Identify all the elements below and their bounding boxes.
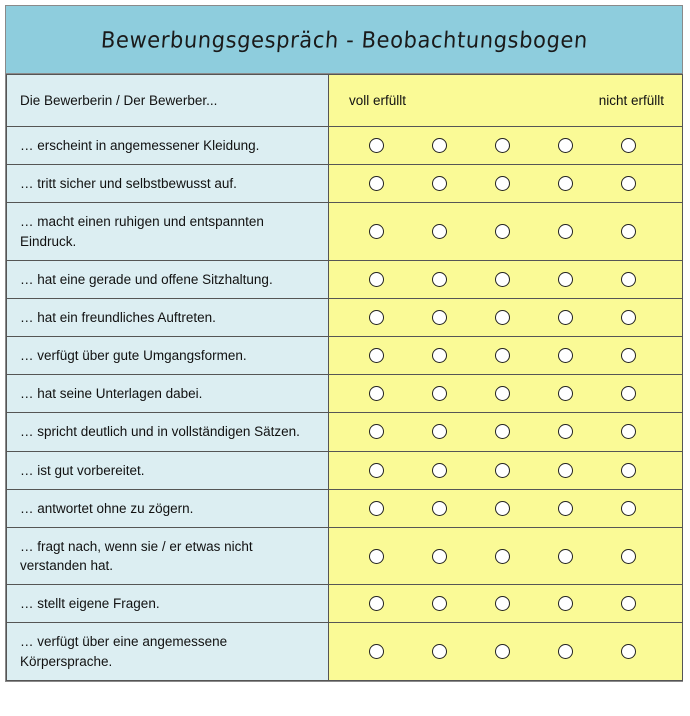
rating-radio-circle[interactable] [432,176,447,191]
rating-radio-circle[interactable] [432,224,447,239]
rating-scale [329,538,682,574]
rating-radio-circle[interactable] [432,424,447,439]
criterion-cell: … hat seine Unterlagen dabei. [7,375,329,413]
rating-scale [329,214,682,250]
rating-cell [329,298,683,336]
rating-scale [329,128,682,164]
rating-radio-circle[interactable] [369,463,384,478]
rating-radio-circle[interactable] [558,310,573,325]
rating-cell [329,127,683,165]
rating-radio-circle[interactable] [369,501,384,516]
rating-cell [329,165,683,203]
rating-cell [329,623,683,680]
scale-label-left: voll erfüllt [349,93,407,109]
rating-radio-circle[interactable] [432,310,447,325]
criterion-cell: … antwortet ohne zu zögern. [7,489,329,527]
rating-radio-circle[interactable] [495,549,510,564]
rating-radio-circle[interactable] [369,348,384,363]
criterion-cell: … tritt sicher und selbstbewusst auf. [7,165,329,203]
criterion-cell: … ist gut vorbereitet. [7,451,329,489]
rating-radio-circle[interactable] [558,501,573,516]
rating-radio-circle[interactable] [495,501,510,516]
rating-radio-circle[interactable] [369,424,384,439]
rating-radio-circle[interactable] [495,386,510,401]
table-row [7,451,683,489]
rating-cell [329,527,683,584]
table-row [7,165,683,203]
rating-radio-circle[interactable] [621,424,636,439]
rating-radio-circle[interactable] [495,310,510,325]
rating-scale [329,490,682,526]
rating-radio-circle[interactable] [621,310,636,325]
criterion-cell: … hat ein freundliches Auftreten. [7,298,329,336]
criterion-cell: … macht einen ruhigen und entspannten Eindruck. [7,203,329,260]
rating-radio-circle[interactable] [369,224,384,239]
table-row [7,337,683,375]
rating-radio-circle[interactable] [432,463,447,478]
table-row [7,623,683,680]
table-body [7,75,683,681]
rating-scale [329,452,682,488]
rating-radio-circle[interactable] [558,348,573,363]
rating-radio-circle[interactable] [621,272,636,287]
rating-radio-circle[interactable] [558,424,573,439]
criterion-cell: … verfügt über gute Umgangsformen. [7,337,329,375]
rating-radio-circle[interactable] [369,386,384,401]
rating-scale-header [329,75,683,127]
rating-radio-circle[interactable] [495,224,510,239]
table-row [7,260,683,298]
rating-radio-circle[interactable] [621,644,636,659]
rating-cell [329,260,683,298]
criterion-cell: … hat eine gerade und offene Sitzhaltung. [7,260,329,298]
rating-radio-circle[interactable] [495,463,510,478]
rating-radio-circle[interactable] [558,644,573,659]
rating-radio-circle[interactable] [432,272,447,287]
rating-radio-circle[interactable] [432,596,447,611]
form-title-band [6,6,682,74]
table-row [7,375,683,413]
criterion-cell: … spricht deutlich und in vollständigen Sätzen. [7,413,329,451]
rating-cell [329,585,683,623]
table-row [7,298,683,336]
rating-radio-circle[interactable] [432,549,447,564]
rating-radio-circle[interactable] [558,386,573,401]
rating-radio-circle[interactable] [621,348,636,363]
table-row [7,203,683,260]
rating-radio-circle[interactable] [495,176,510,191]
rating-radio-circle[interactable] [621,224,636,239]
table-row [7,489,683,527]
rating-radio-circle[interactable] [621,386,636,401]
rating-cell [329,451,683,489]
rating-radio-circle[interactable] [369,644,384,659]
rating-scale [329,166,682,202]
rating-radio-circle[interactable] [432,644,447,659]
criterion-cell: … verfügt über eine angemessene Körpersprache. [7,623,329,680]
rating-cell [329,413,683,451]
criterion-cell: … fragt nach, wenn sie / er etwas nicht verstanden hat. [7,527,329,584]
rating-scale [329,376,682,412]
observation-table [6,74,683,681]
rating-radio-circle[interactable] [621,176,636,191]
rating-radio-circle[interactable] [495,424,510,439]
criterion-cell: … erscheint in angemessener Kleidung. [7,127,329,165]
rating-radio-circle[interactable] [621,138,636,153]
rating-radio-circle[interactable] [432,348,447,363]
table-row [7,127,683,165]
rating-radio-circle[interactable] [558,138,573,153]
rating-radio-circle[interactable] [432,138,447,153]
rating-radio-circle[interactable] [495,644,510,659]
rating-radio-circle[interactable] [558,224,573,239]
table-row [7,413,683,451]
rating-scale [329,414,682,450]
table-row [7,527,683,584]
table-header-row [7,75,683,127]
rating-scale [329,261,682,297]
page-title: Bewerbungsgespräch - Beobachtungsbogen [99,26,589,53]
rating-scale [329,338,682,374]
rating-radio-circle[interactable] [558,272,573,287]
rating-scale [329,300,682,336]
rating-cell [329,203,683,260]
rating-radio-circle[interactable] [495,348,510,363]
rating-scale [329,586,682,622]
rating-radio-circle[interactable] [432,386,447,401]
rating-radio-circle[interactable] [558,596,573,611]
rating-cell [329,489,683,527]
criteria-column-header: Die Bewerberin / Der Bewerber... [7,75,329,127]
rating-radio-circle[interactable] [621,596,636,611]
observation-form-sheet [5,5,683,682]
rating-radio-circle[interactable] [369,138,384,153]
rating-radio-circle[interactable] [369,310,384,325]
table-row [7,585,683,623]
rating-radio-circle[interactable] [621,501,636,516]
rating-scale [329,634,682,670]
rating-radio-circle[interactable] [495,596,510,611]
rating-cell [329,337,683,375]
rating-radio-circle[interactable] [558,463,573,478]
rating-radio-circle[interactable] [558,176,573,191]
rating-radio-circle[interactable] [495,138,510,153]
criterion-cell: … stellt eigene Fragen. [7,585,329,623]
rating-radio-circle[interactable] [369,176,384,191]
rating-radio-circle[interactable] [369,549,384,564]
rating-radio-circle[interactable] [432,501,447,516]
rating-radio-circle[interactable] [558,549,573,564]
scale-label-right: nicht erfüllt [598,93,664,109]
rating-radio-circle[interactable] [495,272,510,287]
rating-radio-circle[interactable] [621,549,636,564]
rating-radio-circle[interactable] [369,596,384,611]
rating-radio-circle[interactable] [369,272,384,287]
rating-cell [329,375,683,413]
rating-radio-circle[interactable] [621,463,636,478]
